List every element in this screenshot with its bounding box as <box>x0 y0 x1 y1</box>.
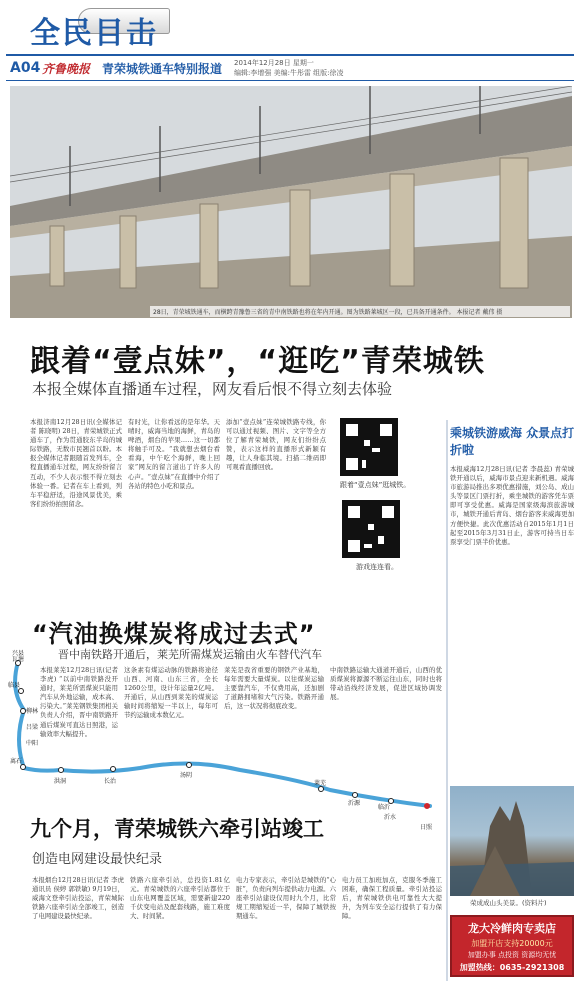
railway-route-map <box>0 650 446 810</box>
station-label-changzhi: 长治 <box>104 778 117 785</box>
station-label-tangyin: 汤阴 <box>180 772 193 779</box>
station-label-yiyuan: 沂源 <box>348 800 361 807</box>
ad-tagline: 加盟开店支持20000元 <box>471 939 553 948</box>
story1-subhead: 本报全媒体直播通车过程，网友看后恨不得立刻去体验 <box>32 380 393 398</box>
story1-headline: 跟着“壹点妹”，“逛吃”青荣城铁 <box>30 344 485 379</box>
chengshantou-photo <box>450 786 574 896</box>
rock-photo-caption: 荣成成山头美景。(资料片) <box>470 899 547 907</box>
story2-column-4: 中南铁路运输大通道开通后，山西的优质煤炭将源源不断运往山东，同时也将带动沿线经济发展，促进区域协调发展。 <box>330 666 442 702</box>
station-marker-tangyin <box>186 762 192 768</box>
masthead-title: 全民目击 <box>30 16 158 51</box>
station-label-watang: 瓦塘 <box>12 656 25 663</box>
station-label-lvliang: 吕梁 <box>26 724 39 731</box>
sidebar-headline: 乘城铁游威海 众景点打折啦 <box>450 426 575 457</box>
story2-column-3: 莱芜是我省重要的钢铁产业基地，每年需要大量煤炭。以往煤炭运输主要靠汽车，不仅费用高，还加剧了道路拥堵和大气污染。铁路开通后，这一状况将彻底改变。 <box>224 666 324 711</box>
story2-column-1: 本报莱芜12月28日讯(记者 李虎) “以前中南铁路没开通时，莱芜所需煤炭只能用汽车从外地运输，成本高、污染大。”莱芜钢铁集团相关负责人介绍，晋中南铁路开通后煤炭可直达日照港，运输效率大幅提升。 <box>40 666 118 738</box>
header-rule <box>6 80 574 81</box>
station-label-lishi: 离石 <box>10 758 23 765</box>
station-label-liulin: 柳林 <box>26 708 39 715</box>
story3-headline: 九个月，青荣城铁六牵引站竣工 <box>30 817 324 841</box>
paper-name: 齐鲁晚报 <box>42 62 91 76</box>
masthead-rule <box>6 54 574 56</box>
station-marker-rizhao <box>424 803 430 809</box>
route-line <box>15 662 430 806</box>
station-label-laiwu: 莱芜 <box>314 780 327 787</box>
bridge-illustration <box>10 86 572 318</box>
sidebar-divider <box>446 420 448 981</box>
station-label-rizhao: 日照 <box>420 824 433 831</box>
issue-date: 2014年12月28日 星期一 <box>234 59 314 67</box>
qr-code-game[interactable] <box>342 500 400 558</box>
story3-column-2: 铁路六座牵引站，总投资1.81亿元。青荣城铁的六座牵引站都位于山东电网覆盖区域，需要新建220千伏变电站及配套线路，施工难度大、时间紧。 <box>130 876 230 921</box>
photo-caption: 28日，青荣城铁通车，而横跨青豫鲁三省的青中南铁路也将在年内开通。图为铁路莱城区一段，已具备开通条件。 本报记者 戴伟 摄 <box>150 306 570 317</box>
station-label-zhongyang: 中阳 <box>26 740 39 747</box>
station-marker-yishui <box>388 798 394 804</box>
editor-credits: 编辑:李增强 美编:牛彤雷 组版:徐凌 <box>234 69 344 77</box>
special-report-title: 青荣城铁通车特别报道 <box>102 62 223 76</box>
story3-subhead: 创造电网建设最快纪录 <box>32 852 163 867</box>
story3-column-4: 电力员工加班加点，克服冬季施工困难，确保工程质量。牵引站投运后，青荣城铁供电可靠性大大提升，为列车安全运行提供了有力保障。 <box>342 876 442 921</box>
qr-game-label: 游戏连连看。 <box>356 563 398 571</box>
ad-phone: 加盟热线：0635-2921308 <box>459 963 565 972</box>
station-label-yishui: 沂水 <box>384 814 397 821</box>
rock-illustration <box>450 786 574 896</box>
qr-live-label: 跟着“壹点妹”逛城铁。 <box>340 481 411 489</box>
ad-subline: 加盟办事 点投资 资源均无忧 <box>467 951 557 959</box>
station-label-linyi: 临沂 <box>378 804 391 811</box>
story2-subhead: 晋中南铁路开通后，莱芜所需煤炭运输由火车替代汽车 <box>58 648 322 661</box>
sidebar-body: 本报威海12月28日讯(记者 李晨蕊) 青荣城铁开通以后，威海市景点迎来新机遇。威海市旅游局推出多项优惠措施，刘公岛、成山头等景区门票打折，乘坐城铁的游客凭车票即可享受优惠。威海是国家级海滨旅游城市，城铁开通后青岛、烟台游客来威海更加方便快捷。此次优惠活动自2015年1月1日起至2015年3月31日止，游客可持当日车票享受门票半价优惠。 <box>450 465 574 546</box>
story2-column-2: 这条素有煤运动脉的铁路将途径山西、河南、山东三省，全长1260公里，设计年运量2亿吨。开通后，从山西到莱芜的煤炭运输时间将缩短一半以上，每年可节约运输成本数亿元。 <box>124 666 218 720</box>
railway-bridge-photo <box>10 86 572 318</box>
station-marker-hongtong <box>58 767 64 773</box>
story1-column-2: 有时光，让你看远的是年华。天晴时，威海当地的海鲜，青岛的啤酒，烟台的苹果……这一切都将触手可及。“我就想去烟台看看海，中午吃个海鲜，晚上回家”网友的留言道出了许多人的心声。“壹点妹”在直播中介绍了各站的特色小吃和景点。 <box>128 418 220 490</box>
station-marker-changzhi <box>110 766 116 772</box>
station-label-hongtong: 洪洞 <box>54 778 67 785</box>
story1-column-3: 添加“壹点妹”连荣城铁路专线，你可以通过视频、图片、文字等全方位了解青荣城铁，网友们纷纷点赞，表示这样的直播形式新颖有趣，让人身临其境。扫描二维码即可观看直播回放。 <box>226 418 326 472</box>
story1-column-1: 本报济南12月28日讯(全媒体记者 陈晓明) 28日，青荣城铁正式通车了，作为贯通胶东半岛的城际铁路，无数市民翘首以盼。本报全媒体记者跟随首发列车，全程直播通车过程，网友纷纷留言互动，不少人表示恨不得立刻去体验一番。记者在车上看到，列车平稳舒适，沿途风景优美，乘客们纷纷拍照留念。 <box>30 418 122 508</box>
page-number: A04 <box>10 60 41 76</box>
story3-column-3: 电力专家表示，牵引站是城铁的“心脏”，负责向列车提供动力电源。六座牵引站建设仅用时九个月，比常规工期缩短近一半，保障了城铁按期通车。 <box>236 876 336 921</box>
ad-title: 龙大冷鲜肉专卖店 <box>468 922 556 935</box>
qr-code-live[interactable] <box>340 418 398 476</box>
station-label-linxian: 临县 <box>8 682 21 689</box>
story2-headline: “汽油换煤炭将成过去式” <box>32 620 316 648</box>
story3-column-1: 本报烟台12月28日讯(记者 李虎 通讯员 侯婷 郭铁敏) 9月19日，威海文登牵引站投运，青荣城际铁路六座牵引站全部竣工，创造了电网建设最快纪录。 <box>32 876 124 921</box>
station-label-xingxian: 兴县 <box>12 650 25 657</box>
